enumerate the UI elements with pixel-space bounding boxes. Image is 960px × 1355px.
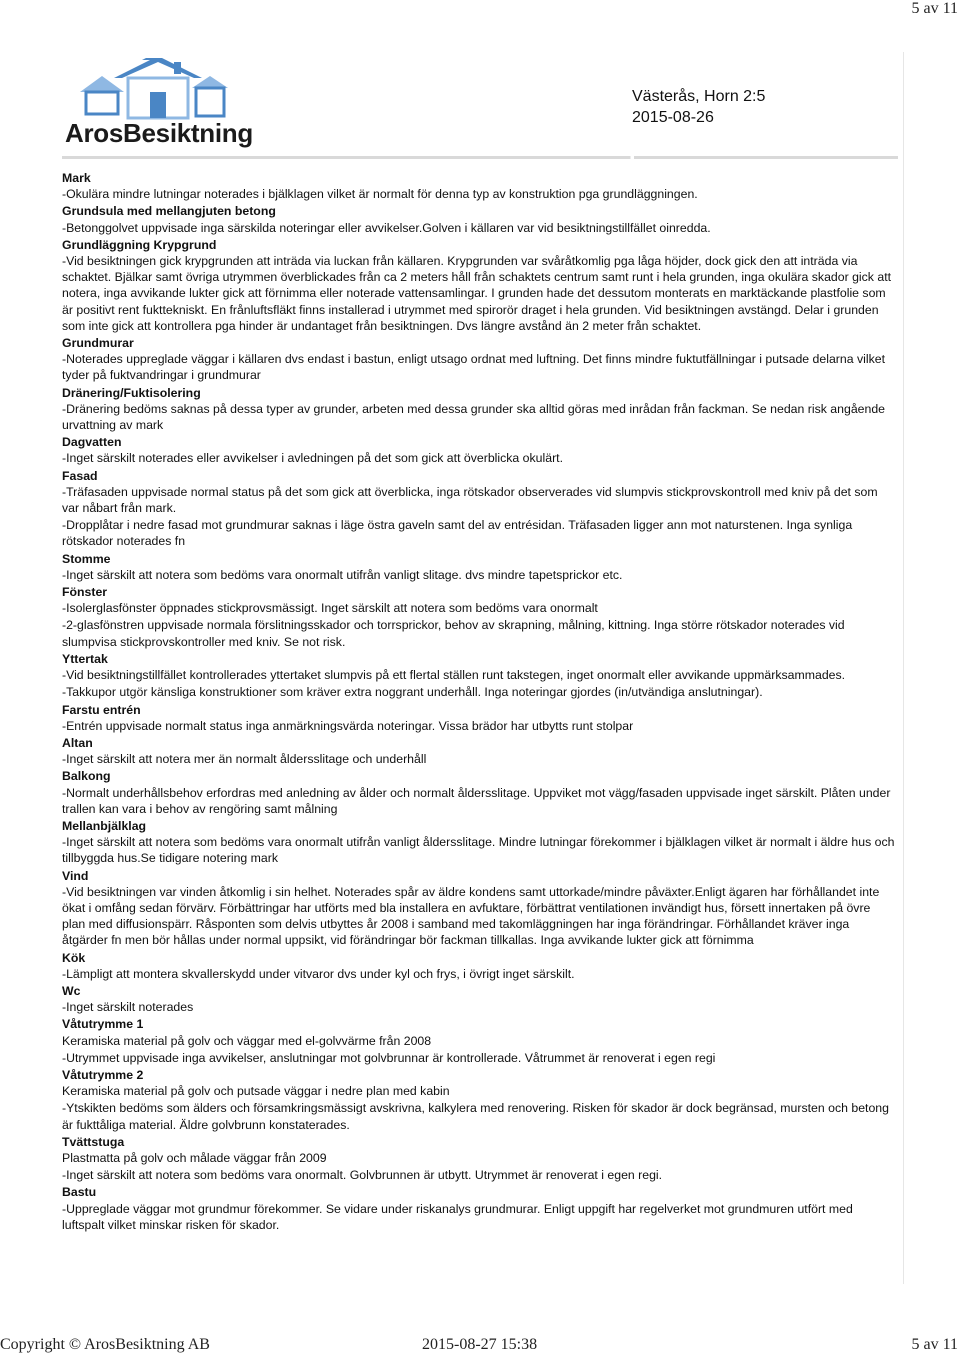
section-paragraph: -Takkupor utgör känsliga konstruktioner som kräver extra noggrant underhåll. Inga noteringar gjordes (in/utvändiga anslutningar). [62,685,763,700]
section-paragraph: -Vid besiktningen gick krypgrunden att inträda via luckan från källaren. Krypgrunden var svåråtkomlig pga låga höjder, dock gick den att inträda via schaktet. Bjälkar samt övriga utrymmen överblickades från ca 2 meters håll från schaktets centrum samt runt i hela grunden, inga okulära skador gick att notera, inga avvikande lukter gick att förnimma eller noterade vattensamlingar. I grunden hade det dessutom monterats en marktäckande plastfolie som är positivt rent fukttekniskt. En frånluftsfläkt finns installerad i utrymmet med spirorör draget i hela grunden. Vid besiktningen avstängd. Delar i grunden som inte gick att kontrollera pga hinder är undantaget från besiktningen. Dvs längre avstånd än 2 meter från schaktet. [62,254,892,333]
section-paragraph: -Vid besiktningen var vinden åtkomlig i sin helhet. Noterades spår av äldre kondens samt uttorkade/mindre påväxter.Enligt ägaren har förhållandet inte ökat i omfång sedan förvärv. Förbättringar har utförts med bla installera en avfuktare, förbättrat ventilationen invändigt hus, försett innertaken på övre plan med diffusionspärr. Råsponten som delvis utbyttes år 2008 i samband med takomläggningen har inga förändringar. Förhållandet kräver inga åtgärder fn men bör hållas under normal uppsikt, vid förändringar bör fackman tillkallas. Inga avvikande lukter gick att förnimma [62,884,880,948]
report-section [62,170,896,202]
report-section [62,237,896,334]
report-section [62,434,896,466]
section-paragraph: Plastmatta på golv och målade väggar från 2009 [62,1150,327,1165]
report-section [62,983,896,1015]
section-paragraph: Keramiska material på golv och väggar med el-golvvärme från 2008 [62,1033,432,1048]
report-section [62,768,896,817]
section-paragraph: -Dränering bedöms saknas på dessa typer av grunder, arbeten med dessa grunder ska alltid göras med inrådan från fackman. Se nedan risk angående urvattning av mark [62,401,886,433]
section-paragraph: -Normalt underhållsbehov erfordras med anledning av ålder och normalt åldersslitage. Uppviket mot vägg/fasaden uppvisade inget särskilt. Plåten under trallen kan vara i behov av rengöring samt målning [62,785,891,816]
report-section [62,203,896,235]
section-heading: Kök [62,950,86,965]
section-paragraph: -Inget särskilt att notera som bedöms vara onormalt utifrån vanligt slitage. dvs mindre tapetsprickor etc. [62,567,623,582]
section-heading: Altan [62,735,93,750]
section-heading: Våtutrymme 1 [62,1017,144,1032]
section-heading: Balkong [62,769,111,784]
section-paragraph: -Inget särskilt att notera mer än normalt åldersslitage och underhåll [62,752,427,767]
report-section [62,1184,896,1233]
section-paragraph: -Okulära mindre lutningar noterades i bjälklagen vilket är normalt för denna typ av konstruktion pga grundläggningen. [62,187,698,202]
section-heading: Yttertak [62,651,108,666]
report-section [62,818,896,867]
report-header [632,86,765,128]
section-paragraph: -Betonggolvet uppvisade inga särskilda noteringar eller avvikelser.Golven i källaren var vid besiktningstillfället oinredda. [62,220,711,235]
section-paragraph: -Inget särskilt att notera som bedöms vara onormalt. Golvbrunnen är utbytt. Utrymmet är renoverat i egen regi. [62,1168,663,1183]
section-heading: Dränering/Fuktisolering [62,385,201,400]
report-body [62,170,896,1234]
report-section [62,735,896,767]
section-paragraph: -Isolerglasfönster öppnades stickprovsmässigt. Inget särskilt att notera som bedöms vara onormalt [62,601,598,616]
section-paragraph: -Utrymmet uppvisade inga avvikelser, anslutningar mot golvbrunnar är kontrollerade. Våtrummet är renoverat i egen regi [62,1050,716,1065]
section-heading: Dagvatten [62,435,122,450]
section-heading: Grundmurar [62,336,134,351]
report-section [62,1016,896,1066]
section-heading: Farstu entrén [62,702,141,717]
report-section [62,651,896,701]
section-heading: Grundläggning Krypgrund [62,237,217,252]
section-paragraph: -Inget särskilt noterades [62,1000,194,1015]
section-heading: Vind [62,868,89,883]
report-date: 2015-08-26 [632,109,714,126]
section-paragraph: -Lämpligt att montera skvallerskydd under vitvaror dvs under kyl och frys, i övrigt inget särskilt. [62,966,575,981]
section-paragraph: -Vid besiktningstillfället kontrollerades yttertaket slumpvis på ett flertal ställen runt takstegen, inget onormalt eller avvikande uppmärksammades. [62,668,846,683]
section-heading: Mellanbjälklag [62,818,147,833]
header-divider [62,156,898,159]
report-section [62,385,896,434]
footer-page-number: 5 av 11 [911,1336,958,1353]
report-section [62,950,896,982]
section-paragraph: -Dropplåtar i nedre fasad mot grundmurar saknas i läge östra gaveln samt del av entrésidan. Träfasaden ligger ann mot naturstenen. Inga synliga rötskador noterades fn [62,518,853,549]
report-section [62,335,896,384]
section-paragraph: -Uppreglade väggar mot grundmur förekommer. Se vidare under riskanalys grundmurar. Enligt uppgift har regelverket mot grundmuren utfört med luftspalt vilket minskar risken för skador. [62,1201,853,1232]
report-section [62,468,896,550]
section-heading: Stomme [62,551,111,566]
page-number-top: 5 av 11 [911,0,958,17]
footer-timestamp: 2015-08-27 15:38 [422,1336,538,1353]
section-paragraph: -Entrén uppvisade normalt status inga anmärkningsvärda noteringar. Vissa brädor har utbytts runt stolpar [62,718,634,733]
section-heading: Bastu [62,1185,97,1200]
report-section [62,1067,896,1133]
property-location: Västerås, Horn 2:5 [632,88,766,105]
section-paragraph: -Ytskikten bedöms som älders och församkringsmässigt avskrivna, kalkylera med renovering. Risken för skador är dock begränsad, mursten och betong är fukttåliga material. Äldre golvbrunn konstaterades. [62,1101,889,1132]
company-logo [62,58,282,154]
report-section [62,584,896,650]
section-paragraph: -Noterades uppreglade väggar i källaren dvs endast i bastun, enligt utsago ordnat med luftning. Det finns mindre fuktutfällningar i putsade delarna vilket tyder på fuktvandringar i grundmurar [62,352,886,383]
section-heading: Fasad [62,468,98,483]
section-heading: Wc [62,983,81,998]
footer-copyright: Copyright © ArosBesiktning AB [0,1336,210,1353]
report-section [62,868,896,949]
section-paragraph: -Inget särskilt noterades eller avvikelser i avledningen på det som gick att överblicka okulärt. [62,451,564,466]
section-heading: Våtutrymme 2 [62,1067,144,1082]
section-heading: Mark [62,171,91,185]
section-heading: Fönster [62,585,108,600]
report-section [62,1134,896,1184]
report-section [62,702,896,734]
section-paragraph: -2-glasfönstren uppvisade normala förslitningsskador och torrsprickor, behov av skrapning, målning, kittning. Inga större rötskador noterades vid slumpvisa stickprovskontroller med kniv. Se not risk. [62,618,845,649]
section-heading: Tvättstuga [62,1134,125,1149]
report-section [62,551,896,583]
logo-text: ArosBesiktning [65,118,253,148]
section-heading: Grundsula med mellangjuten betong [62,204,276,219]
section-paragraph: Keramiska material på golv och putsade väggar i nedre plan med kabin [62,1084,450,1099]
section-paragraph: -Inget särskilt att notera som bedöms vara onormalt utifrån vanligt åldersslitage. Mindre lutningar förekommer i bjälklagen vilket är normalt i äldre hus och tillbyggda hus.Se tidigare notering mark [62,835,895,866]
section-paragraph: -Träfasaden uppvisade normal status på det som gick att överblicka, inga rötskador observerades vid slumpvis stickprovskontroll med kniv på det som var nåbart från mark. [62,484,878,516]
